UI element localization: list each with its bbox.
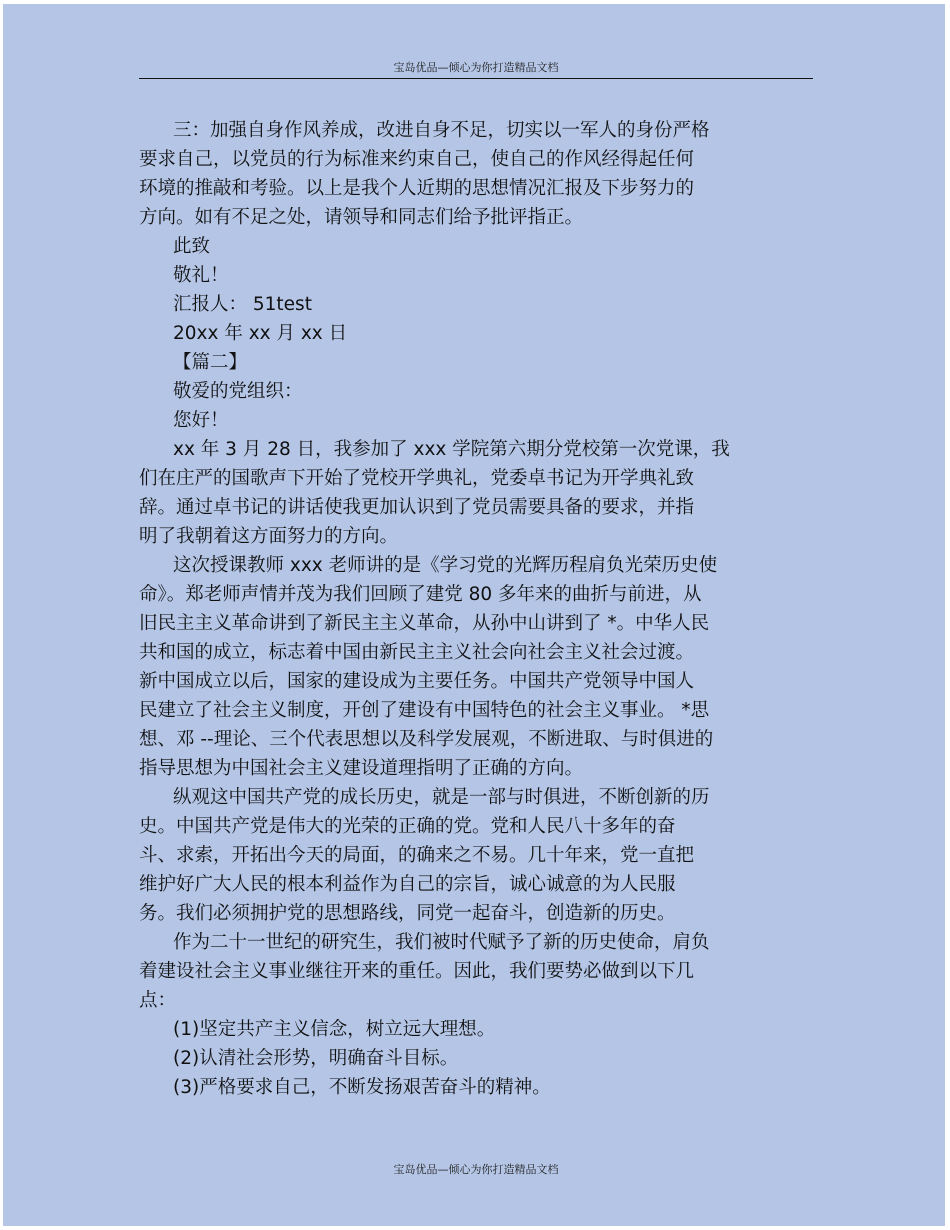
text-line: 史。中国共产党是伟大的光荣的正确的党。党和人民八十多年的奋 bbox=[139, 816, 676, 837]
text-line: 环境的推敲和考验。以上是我个人近期的思想情况汇报及下步努力的 bbox=[139, 178, 695, 199]
text-line: 敬礼！ bbox=[173, 265, 229, 286]
list-item: (3)严格要求自己，不断发扬艰苦奋斗的精神。 bbox=[173, 1077, 551, 1098]
text-line: 维护好广大人民的根本利益作为自己的宗旨，诚心诚意的为人民服 bbox=[139, 874, 676, 895]
text-line: 辞。通过卓书记的讲话使我更加认识到了党员需要具备的要求，并指 bbox=[139, 497, 695, 518]
text-line: 们在庄严的国歌声下开始了党校开学典礼，党委卓书记为开学典礼致 bbox=[139, 468, 695, 489]
document-body bbox=[139, 116, 811, 1102]
text-line: 三：加强自身作风养成，改进自身不足，切实以一军人的身份严格 bbox=[173, 120, 710, 141]
text-line: 敬爱的党组织： bbox=[173, 381, 303, 402]
text-line: 此致 bbox=[173, 236, 211, 257]
list-item: (1)坚定共产主义信念，树立远大理想。 bbox=[173, 1019, 496, 1040]
page-header: 宝岛优品—倾心为你打造精品文档 bbox=[393, 61, 559, 74]
text-line: 方向。如有不足之处，请领导和同志们给予批评指正。 bbox=[139, 207, 584, 228]
header-rule bbox=[139, 78, 813, 79]
text-line: 作为二十一世纪的研究生，我们被时代赋予了新的历史使命，肩负 bbox=[173, 932, 710, 953]
text-line: 要求自己，以党员的行为标准来约束自己，使自己的作风经得起任何 bbox=[139, 149, 695, 170]
text-line: 命》。郑老师声情并茂为我们回顾了建党 80 多年来的曲折与前进，从 bbox=[139, 584, 702, 605]
text-line: 这次授课教师 xxx 老师讲的是《学习党的光辉历程肩负光荣历史使 bbox=[173, 555, 718, 576]
page-footer: 宝岛优品—倾心为你打造精品文档 bbox=[393, 1163, 559, 1176]
document-page bbox=[3, 4, 945, 1226]
text-line: 指导思想为中国社会主义建设道理指明了正确的方向。 bbox=[139, 758, 584, 779]
text-line: 汇报人： 51test bbox=[173, 294, 312, 315]
text-line: 点： bbox=[139, 990, 177, 1011]
text-line: 斗、求索，开拓出今天的局面，的确来之不易。几十年来，党一直把 bbox=[139, 845, 695, 866]
text-line: 着建设社会主义事业继往开来的重任。因此，我们要势必做到以下几 bbox=[139, 961, 695, 982]
text-line: 共和国的成立，标志着中国由新民主主义社会向社会主义社会过渡。 bbox=[139, 642, 695, 663]
text-line: 想、邓 --理论、三个代表思想以及科学发展观，不断进取、与时俱进的 bbox=[139, 729, 714, 750]
section-heading: 【篇二】 bbox=[173, 352, 248, 373]
text-line: 明了我朝着这方面努力的方向。 bbox=[139, 526, 399, 547]
list-item: (2)认清社会形势，明确奋斗目标。 bbox=[173, 1048, 459, 1069]
text-line: xx 年 3 月 28 日，我参加了 xxx 学院第六期分党校第一次党课，我 bbox=[173, 439, 730, 460]
text-line: 纵观这中国共产党的成长历史，就是一部与时俱进，不断创新的历 bbox=[173, 787, 710, 808]
text-line: 20xx 年 xx 月 xx 日 bbox=[173, 323, 348, 344]
text-line: 务。我们必须拥护党的思想路线，同党一起奋斗，创造新的历史。 bbox=[139, 903, 676, 924]
text-line: 您好！ bbox=[173, 410, 229, 431]
text-line: 民建立了社会主义制度，开创了建设有中国特色的社会主义事业。 *思 bbox=[139, 700, 710, 721]
text-line: 旧民主主义革命讲到了新民主主义革命，从孙中山讲到了 *。中华人民 bbox=[139, 613, 710, 634]
text-line: 新中国成立以后，国家的建设成为主要任务。中国共产党领导中国人 bbox=[139, 671, 695, 692]
